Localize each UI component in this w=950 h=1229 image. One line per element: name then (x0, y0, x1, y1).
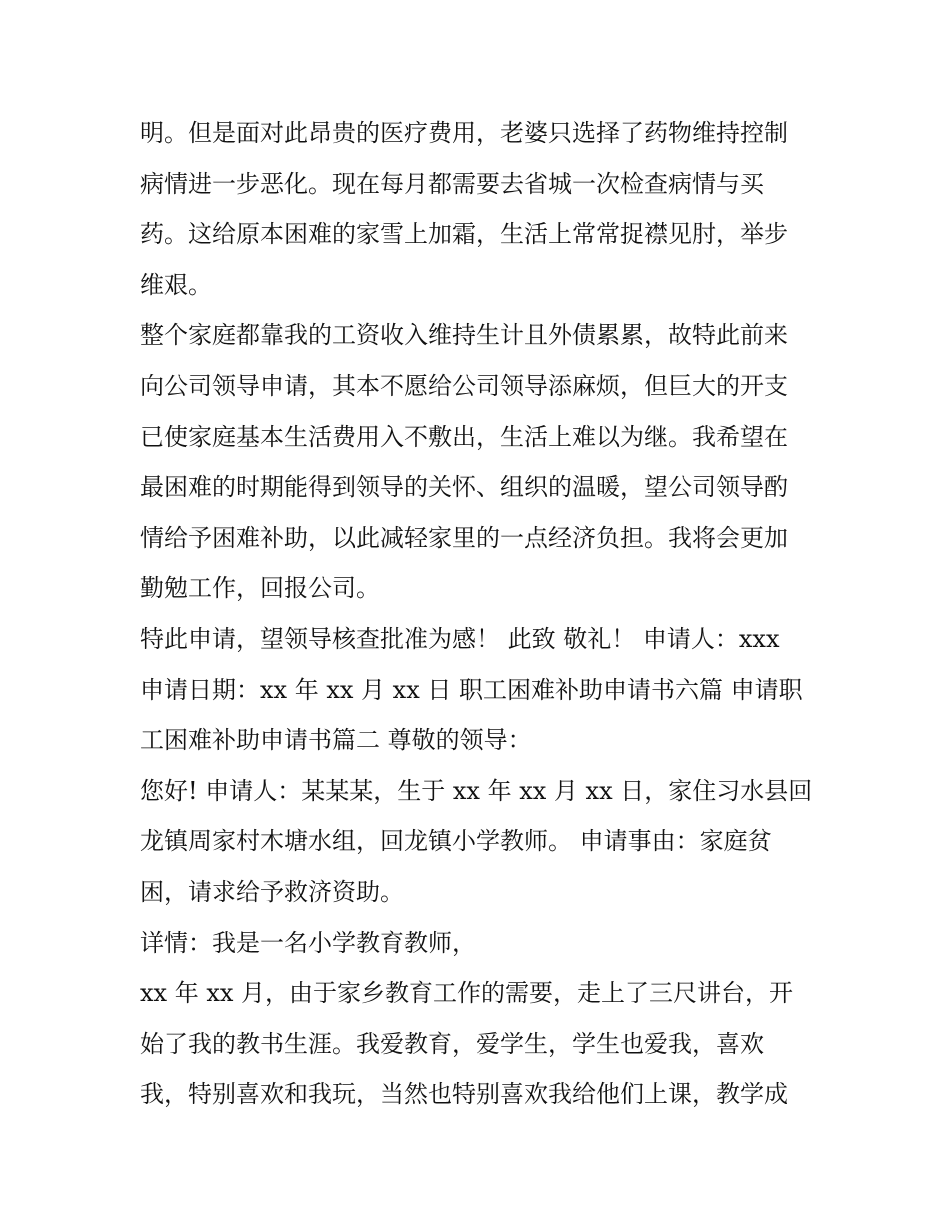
text-line: 情给予困难补助，以此减轻家里的一点经济负担。我将会更加 (140, 523, 788, 552)
text-line: 病情进一步恶化。现在每月都需要去省城一次检查病情与买 (140, 169, 764, 198)
text-line: 勤勉工作，回报公司。 (140, 574, 380, 603)
text-line: 已使家庭基本生活费用入不敷出，生活上难以为继。我希望在 (140, 422, 788, 451)
text-line: 工困难补助申请书篇二 尊敬的领导： (140, 726, 532, 755)
text-line: 申请日期：xx 年 xx 月 xx 日 职工困难补助申请书六篇 申请职 (140, 675, 803, 704)
text-line: xx 年 xx 月，由于家乡教育工作的需要，走上了三尺讲台，开 (140, 979, 794, 1008)
text-line: 维艰。 (140, 270, 212, 299)
document-body (140, 108, 830, 1120)
text-line: 困，请求给予救济资助。 (140, 877, 404, 906)
text-line: 整个家庭都靠我的工资收入维持生计且外债累累，故特此前来 (140, 321, 788, 350)
text-line: 详情：我是一名小学教育教师， (140, 928, 476, 957)
text-line: 特此申请，望领导核查批准为感！ 此致 敬礼！ 申请人：xxx (140, 624, 780, 653)
text-line: 向公司领导申请，其本不愿给公司领导添麻烦，但巨大的开支 (140, 371, 788, 400)
text-line: 始了我的教书生涯。我爱教育，爱学生，学生也爱我，喜欢 (140, 1029, 764, 1058)
text-line: 龙镇周家村木塘水组，回龙镇小学教师。 申请事由：家庭贫 (140, 827, 772, 856)
text-line: 最困难的时期能得到领导的关怀、组织的温暖，望公司领导酌 (140, 473, 788, 502)
text-line: 药。这给原本困难的家雪上加霜，生活上常常捉襟见肘，举步 (140, 220, 788, 249)
text-line: 我，特别喜欢和我玩，当然也特别喜欢我给他们上课，教学成 (140, 1080, 788, 1109)
text-line: 您好! 申请人：某某某，生于 xx 年 xx 月 xx 日，家住习水县回 (140, 776, 813, 805)
text-line: 明。但是面对此昂贵的医疗费用，老婆只选择了药物维持控制 (140, 119, 788, 147)
